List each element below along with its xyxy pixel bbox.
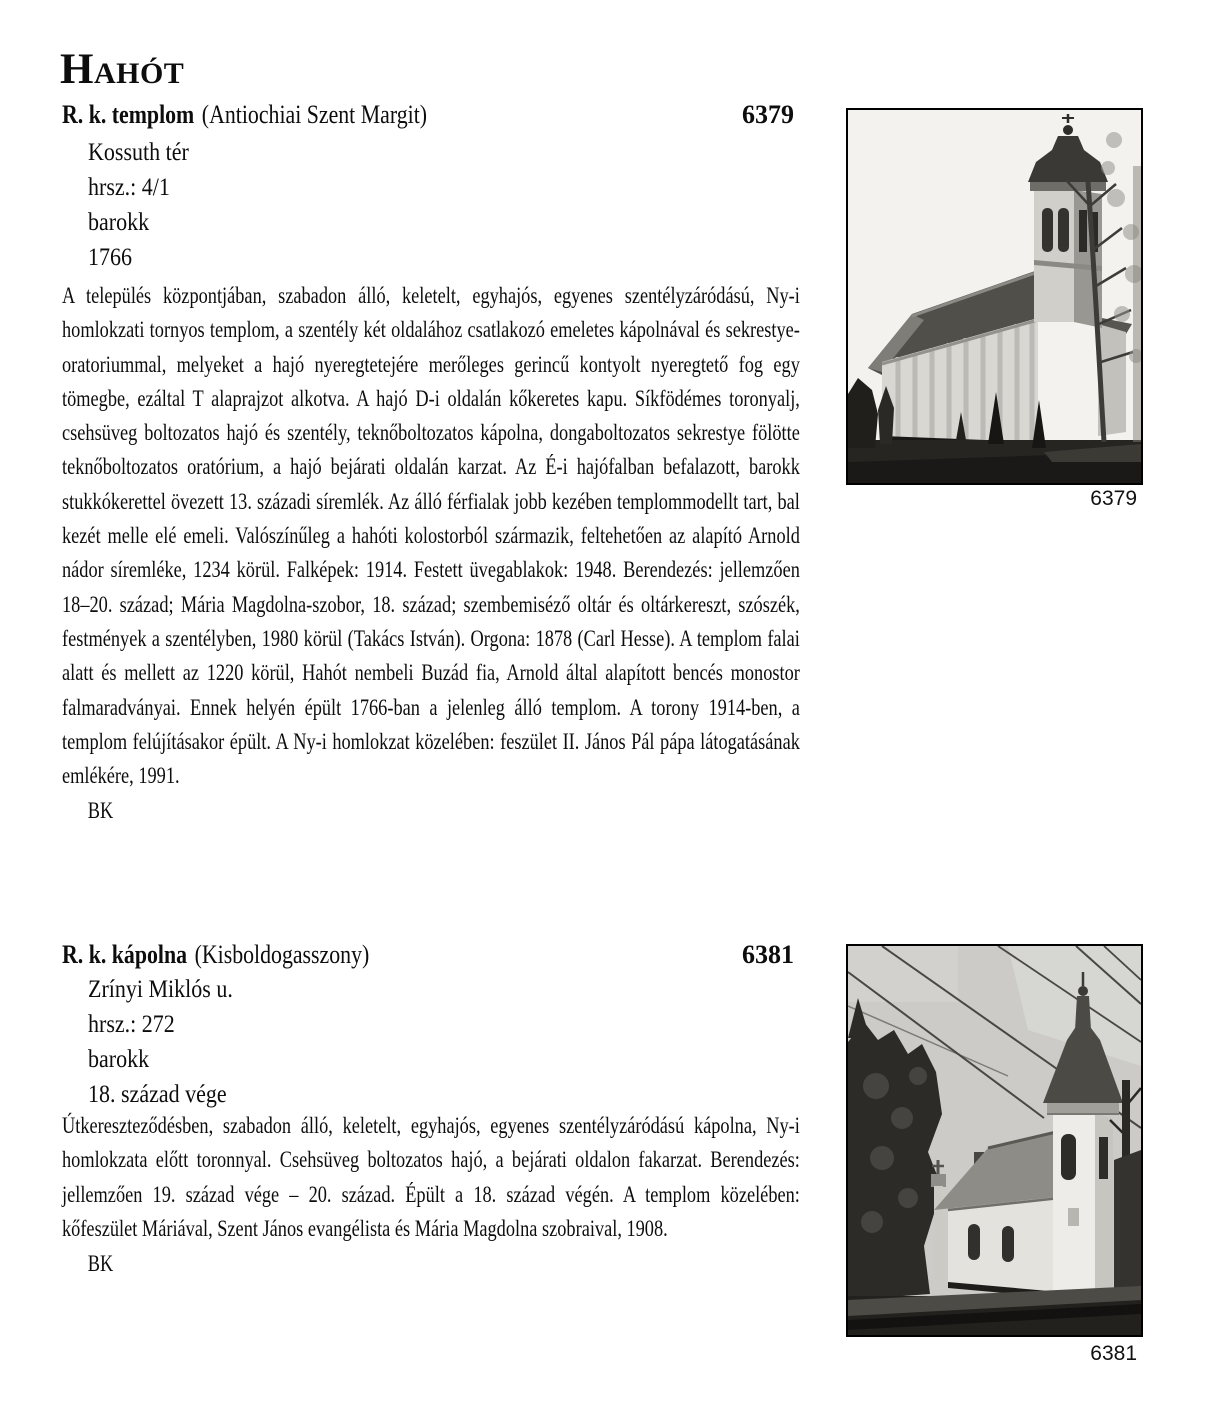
photo-6379 bbox=[846, 108, 1143, 485]
entry-description: A település központjában, szabadon álló, keletelt, egyhajós, egyenes szentélyzáródású, Ny-i homlokzati tornyos templom, a szentély két oldalához csatlakozó emeletes kápolnával és sekrestye-oratoriummal, melyeket a hajó nyeregtetejére merőleges gerincű kontyolt nyeregtető fog egy tömegbe, ezáltal T alaprajzot alkotva. A hajó D-i oldalán kőkeretes kapu. Síkfödémes toronyalj, csehsüveg boltozatos hajó és szentély, teknőboltozatos kápolna, dongaboltozatos sekrestye fölötte teknőboltozatos oratórium, a hajó bejárati oldalán karzat. Az É-i hajófalban befalazott, barokk stukkókerettel övezett 13. századi síremlék. Az álló férfialak jobb kezében templommodellt tart, bal kezét melle elé emeli. Valószínűleg a hahóti kolostorból származik, feltehetően az alapító Arnold nádor síremléke, 1234 körül. Falképek: 1914. Festett üvegablakok: 1948. Berendezés: jellemzően 18–20. század; Mária Magdolna-szobor, 18. század; szembemiséző oltár és oltárkereszt, szószék, festmények a szentélyben, 1980 körül (Takács István). Orgona: 1878 (Carl Hesse). A templom falai alatt és mellett az 1220 körül, Hahót nembeli Buzád fia, Arnold által alapított bencés monostor falmaradványai. Ennek helyén épült 1766-ban a jelenleg álló templom. A torony 1914-ben, a templom felújításakor épült. A Ny-i homlokzat közelében: feszület II. János Pál pápa látogatásának emlékére, 1991. bbox=[62, 283, 800, 790]
entry-number: 6379 bbox=[742, 100, 794, 129]
photo-caption-6381: 6381 bbox=[1090, 1342, 1137, 1365]
entry-details-6381 bbox=[88, 972, 253, 1112]
entry-body-6381 bbox=[62, 1109, 800, 1281]
entry-date: 18. század vége bbox=[88, 1081, 227, 1108]
entry-name: R. k. kápolna bbox=[62, 940, 188, 969]
entry-description: Útkereszteződésben, szabadon álló, keletelt, egyhajós, egyenes szentélyzáródású kápolna, Ny-i homlokzata előtt toronnyal. Csehsüveg boltozatos hajó, a bejárati oldalon fakarzat. Berendezés: jellemzően 19. század vége – 20. század. Épült a 18. század végén. A templom közelében: kőfeszület Máriával, Szent János evangélista és Mária Magdolna szobraival, 1908. bbox=[62, 1113, 800, 1242]
entry-style: barokk bbox=[88, 209, 150, 236]
photo-caption-6379: 6379 bbox=[1090, 487, 1137, 510]
church-photo-image bbox=[848, 110, 1141, 483]
entry-heading-text bbox=[62, 938, 369, 972]
entry-heading-6379 bbox=[62, 98, 794, 134]
entry-author: BK bbox=[87, 798, 114, 825]
entry-style: barokk bbox=[88, 1046, 150, 1073]
photo-6381 bbox=[846, 944, 1143, 1337]
entry-dedication: (Antiochiai Szent Margit) bbox=[201, 100, 428, 129]
entry-details-6379 bbox=[88, 135, 203, 275]
chapel-photo-image bbox=[848, 946, 1141, 1335]
entry-body-6379 bbox=[62, 279, 800, 829]
entry-date: 1766 bbox=[88, 244, 132, 271]
entry-author: BK bbox=[87, 1251, 114, 1278]
entry-number: 6381 bbox=[742, 940, 794, 969]
entry-dedication: (Kisboldogasszony) bbox=[194, 940, 370, 969]
entry-heading-6381 bbox=[62, 938, 794, 974]
entry-parcel: hrsz.: 272 bbox=[88, 1011, 175, 1038]
entry-address: Kossuth tér bbox=[88, 139, 189, 166]
entry-heading-text bbox=[62, 98, 427, 132]
entry-parcel: hrsz.: 4/1 bbox=[88, 174, 170, 201]
entry-address: Zrínyi Miklós u. bbox=[88, 976, 233, 1003]
entry-name: R. k. templom bbox=[62, 100, 195, 129]
page-title: Hahót bbox=[60, 45, 185, 93]
